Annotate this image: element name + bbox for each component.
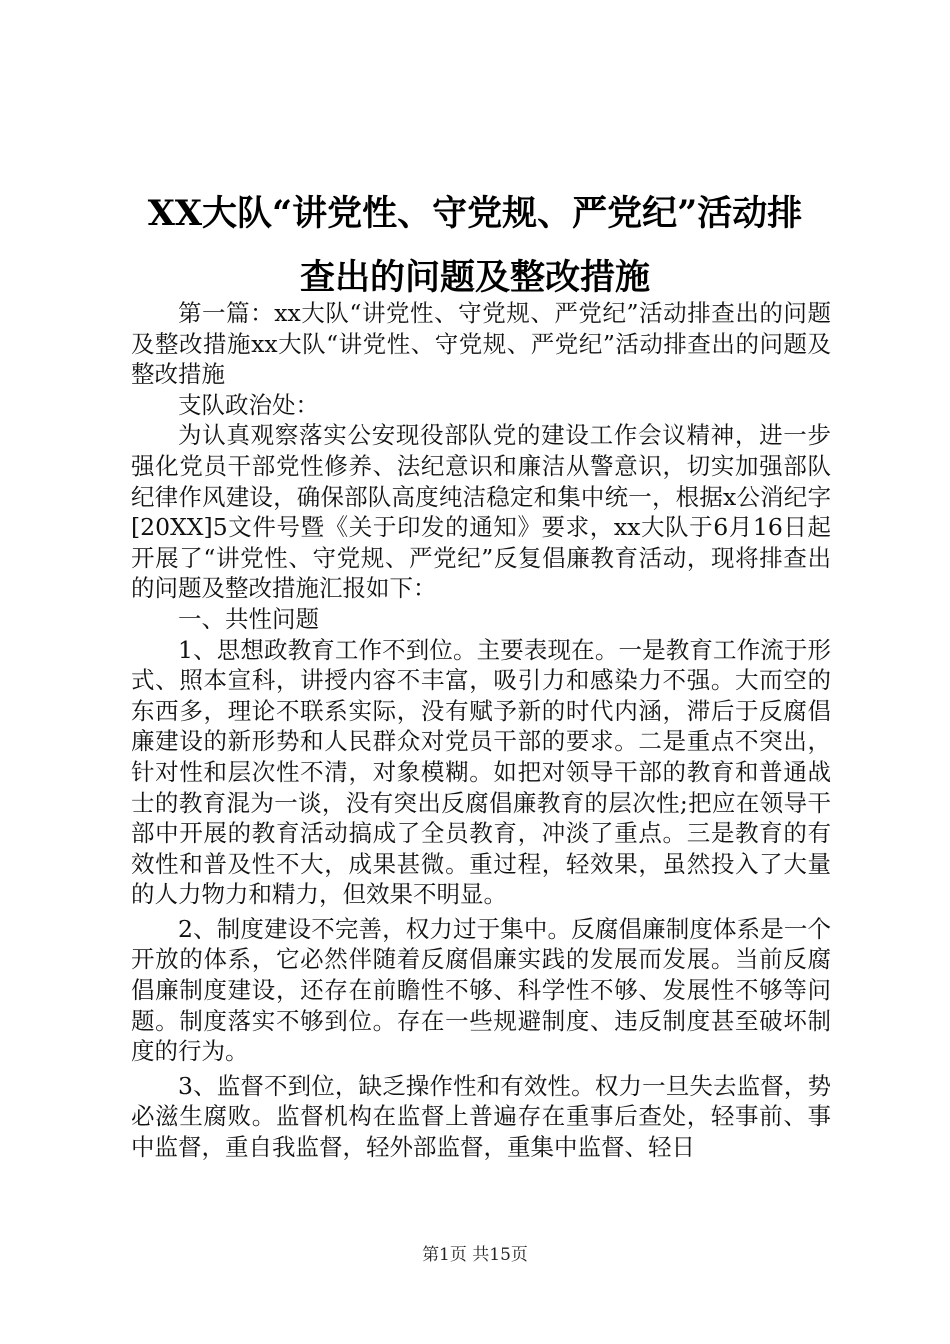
title-line-2: 查出的问题及整改措施 <box>299 257 650 298</box>
paragraph-intro: 第一篇：xx大队“讲党性、守党规、严党纪”活动排查出的问题及整改措施xx大队“讲党性、守党规、严党纪”活动排查出的问题及整改措施 <box>131 299 831 389</box>
title-line-1: XX大队“讲党性、守党规、严党纪”活动排 <box>147 193 803 234</box>
paragraph-background: 为认真观察落实公安现役部队党的建设工作会议精神，进一步强化党员干部党性修养、法纪意识和廉洁从警意识，切实加强部队纪律作风建设，确保部队高度纯洁稳定和集中统一，根据x公消纪字[20XX]5文件号暨《关于印发的通知》要求，xx大队于6月16日起开展了“讲党性、守党规、严党纪”反复倡廉教育活动，现将排查出的问题及整改措施汇报如下： <box>131 421 831 603</box>
document-body <box>131 298 831 1163</box>
paragraph-issue-2: 2、制度建设不完善，权力过于集中。反腐倡廉制度体系是一个开放的体系，它必然伴随着反腐倡廉实践的发展而发展。当前反腐倡廉制度建设，还存在前瞻性不够、科学性不够、发展性不够等问题。制度落实不够到位。存在一些规避制度、违反制度甚至破坏制度的行为。 <box>131 914 831 1066</box>
paragraph-issue-3: 3、监督不到位，缺乏操作性和有效性。权力一旦失去监督，势必滋生腐败。监督机构在监督上普遍存在重事后查处，轻事前、事中监督，重自我监督，轻外部监督，重集中监督、轻日 <box>131 1071 831 1162</box>
paragraph-addressee: 支队政治处： <box>178 390 319 419</box>
paragraph-issue-1: 1、思想政教育工作不到位。主要表现在。一是教育工作流于形式、照本宣科，讲授内容不丰富，吸引力和感染力不强。大而空的东西多，理论不联系实际，没有赋予新的时代内涵，滞后于反腐倡廉建设的新形势和人民群众对党员干部的要求。二是重点不突出，针对性和层次性不清，对象模糊。如把对领导干部的教育和普通战士的教育混为一谈，没有突出反腐倡廉教育的层次性;把应在领导干部中开展的教育活动搞成了全员教育，冲淡了重点。三是教育的有效性和普及性不大，成果甚微。重过程，轻效果，虽然投入了大量的人力物力和精力，但效果不明显。 <box>131 635 831 909</box>
section-heading: 一、共性问题 <box>178 604 319 633</box>
page-indicator: 第1页 共15页 <box>422 1245 528 1265</box>
document-title <box>80 182 870 310</box>
